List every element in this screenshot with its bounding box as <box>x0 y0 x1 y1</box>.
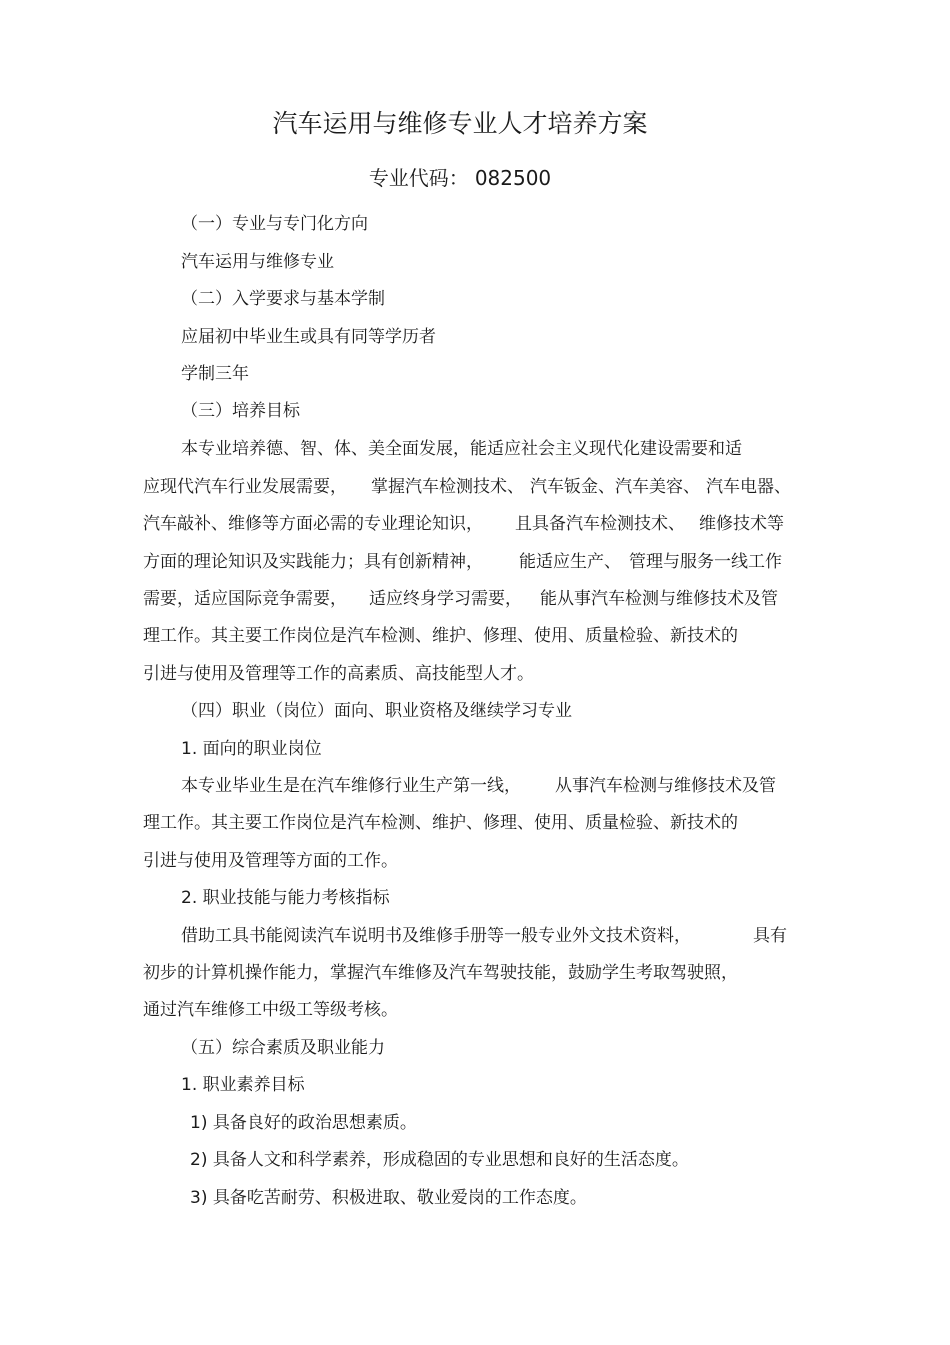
section-3-line-5-part-1: 需要，适应国际竞争需要， <box>143 589 347 609</box>
section-3-line-2-part-1: 应现代汽车行业发展需要， <box>143 477 347 497</box>
section-4-line-1 <box>181 775 776 797</box>
section-2-text-2: 学制三年 <box>181 364 249 384</box>
section-4-line-4 <box>181 925 787 947</box>
section-3-line-7: 引进与使用及管理等工作的高素质、高技能型人才。 <box>143 664 534 684</box>
section-4-line-4-part-1: 借助工具书能阅读汽车说明书及维修手册等一般专业外文技术资料， <box>181 926 691 946</box>
section-3-line-2-part-3: 汽车钣金、汽车美容、 <box>530 477 700 497</box>
section-3-line-5-part-2: 适应终身学习需要， <box>369 589 522 609</box>
section-1-heading: （一）专业与专门化方向 <box>181 214 368 234</box>
section-3-line-3-part-1: 汽车敲补、维修等方面必需的专业理论知识， <box>143 514 483 534</box>
section-3-line-2-part-4: 汽车电器、 <box>706 477 791 497</box>
section-4-subheading-1: 1. 面向的职业岗位 <box>181 739 322 759</box>
section-5-item-3: 3) 具备吃苦耐劳、积极进取、敬业爱岗的工作态度。 <box>190 1188 587 1208</box>
section-5-item-1: 1) 具备良好的政治思想素质。 <box>190 1113 417 1133</box>
section-3-line-2 <box>143 476 791 498</box>
section-3-line-1: 本专业培养德、智、体、美全面发展，能适应社会主义现代化建设需要和适 <box>181 439 742 459</box>
section-2-text-1: 应届初中毕业生或具有同等学历者 <box>181 327 436 347</box>
major-code-value: 082500 <box>474 166 552 190</box>
section-3-line-4 <box>143 551 782 573</box>
section-3-line-6: 理工作。其主要工作岗位是汽车检测、维护、修理、使用、质量检验、新技术的 <box>143 626 738 646</box>
section-4-line-6: 通过汽车维修工中级工等级考核。 <box>143 1000 398 1020</box>
section-3-line-5 <box>143 588 778 610</box>
section-3-heading: （三）培养目标 <box>181 401 300 421</box>
section-3-line-4-part-2: 能适应生产、 <box>519 552 621 572</box>
section-5-item-2: 2) 具备人文和科学素养，形成稳固的专业思想和良好的生活态度。 <box>190 1150 689 1170</box>
section-3-line-4-part-1: 方面的理论知识及实践能力；具有创新精神， <box>143 552 483 572</box>
section-3-line-2-part-2: 掌握汽车检测技术、 <box>371 477 524 497</box>
section-4-line-4-part-2: 具有 <box>753 926 787 946</box>
section-3-line-3-part-2: 且具备汽车检测技术、 <box>515 514 685 534</box>
section-4-line-1-part-2: 从事汽车检测与维修技术及管 <box>555 776 776 796</box>
section-4-line-3: 引进与使用及管理等方面的工作。 <box>143 851 398 871</box>
section-4-line-2: 理工作。其主要工作岗位是汽车检测、维护、修理、使用、质量检验、新技术的 <box>143 813 738 833</box>
section-4-subheading-2: 2. 职业技能与能力考核指标 <box>181 888 390 908</box>
document-title: 汽车运用与维修专业人才培养方案 <box>272 109 648 138</box>
section-4-heading: （四）职业（岗位）面向、职业资格及继续学习专业 <box>181 701 572 721</box>
major-code-label: 专业代码： <box>368 166 469 190</box>
section-2-heading: （二）入学要求与基本学制 <box>181 289 385 309</box>
section-5-subheading-1: 1. 职业素养目标 <box>181 1075 305 1095</box>
section-5-heading: （五）综合素质及职业能力 <box>181 1038 385 1058</box>
section-3-line-4-part-3: 管理与服务一线工作 <box>629 552 782 572</box>
section-4-line-5: 初步的计算机操作能力，掌握汽车维修及汽车驾驶技能，鼓励学生考取驾驶照， <box>143 963 738 983</box>
section-3-line-3-part-3: 维修技术等 <box>699 514 784 534</box>
section-1-text: 汽车运用与维修专业 <box>181 252 334 272</box>
section-4-line-1-part-1: 本专业毕业生是在汽车维修行业生产第一线， <box>181 776 521 796</box>
section-3-line-3 <box>143 513 784 535</box>
section-3-line-5-part-3: 能从事汽车检测与维修技术及管 <box>540 589 778 609</box>
major-code-line <box>0 164 920 192</box>
